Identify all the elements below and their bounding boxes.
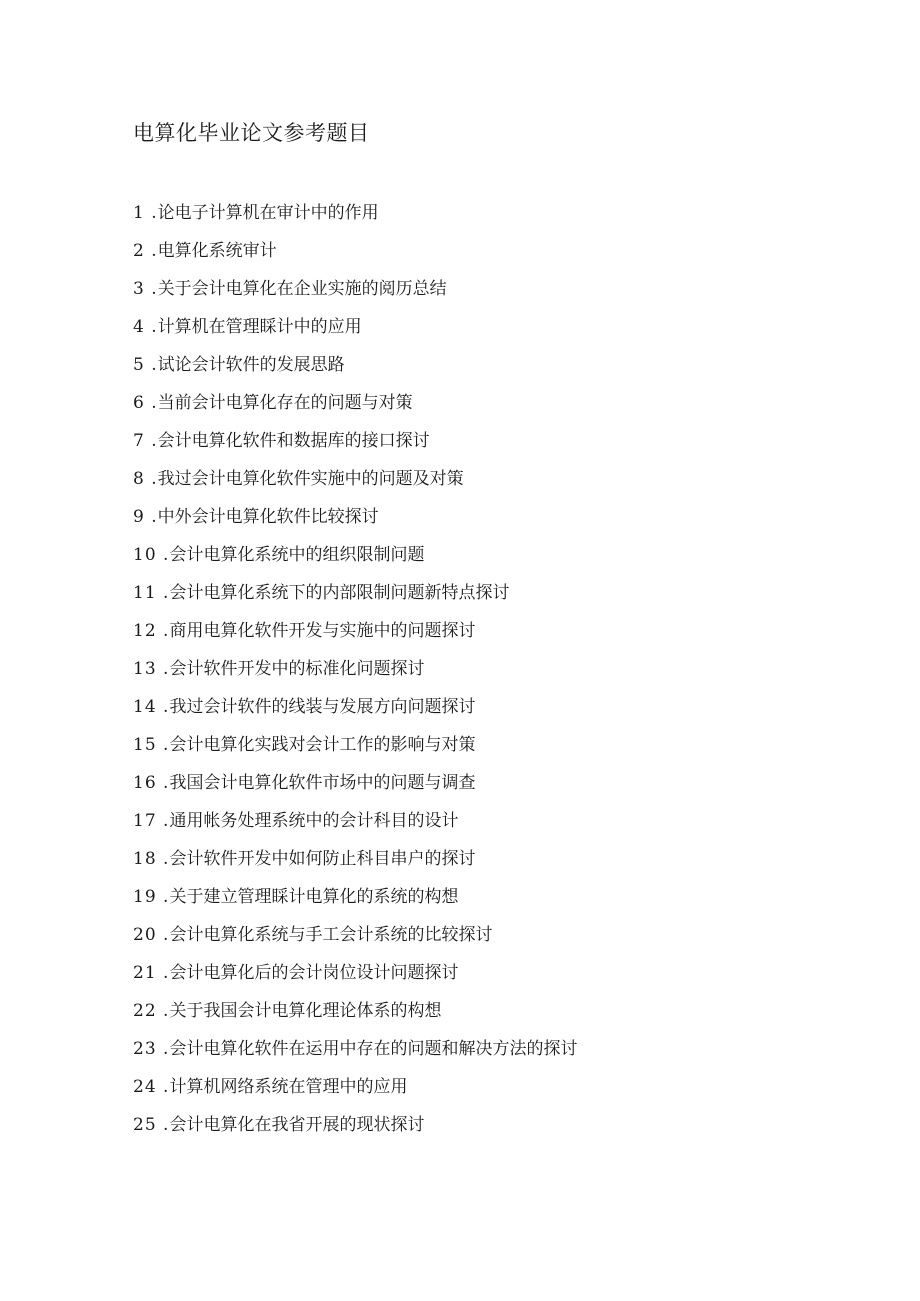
topic-text: 会计电算化在我省开展的现状探讨: [169, 1115, 425, 1135]
topic-item: 9 .中外会计电算化软件比较探讨: [133, 507, 379, 527]
topic-number: 11: [133, 583, 157, 603]
topic-item: 17 .通用帐务处理系统中的会计科目的设计: [133, 811, 459, 831]
topic-item: 21 .会计电算化后的会计岗位设计问题探讨: [133, 963, 459, 983]
topic-item: 6 .当前会计电算化存在的问题与对策: [133, 393, 413, 413]
topic-number: 25: [133, 1115, 157, 1135]
topic-text: 关于建立管理睬计电算化的系统的构想: [169, 887, 459, 907]
topic-number: 18: [133, 849, 157, 869]
topic-number: 8: [133, 469, 145, 489]
topic-number: 10: [133, 545, 157, 565]
topic-item: 11 .会计电算化系统下的内部限制问题新特点探讨: [133, 583, 510, 603]
topic-number: 4: [133, 317, 145, 337]
topic-item: 10 .会计电算化系统中的组织限制问题: [133, 545, 425, 565]
topic-text: 会计电算化系统与手工会计系统的比较探讨: [169, 925, 493, 945]
topic-item: 22 .关于我国会计电算化理论体系的构想: [133, 1001, 442, 1021]
topic-number: 15: [133, 735, 157, 755]
topic-item: 2 .电算化系统审计: [133, 241, 277, 261]
topic-text: 通用帐务处理系统中的会计科目的设计: [169, 811, 459, 831]
topic-item: 16 .我国会计电算化软件市场中的问题与调查: [133, 773, 476, 793]
topic-number: 7: [133, 431, 145, 451]
topic-text: 我过会计软件的线装与发展方向问题探讨: [169, 697, 476, 717]
topic-item: 18 .会计软件开发中如何防止科目串户的探讨: [133, 849, 476, 869]
topic-text: 计算机网络系统在管理中的应用: [169, 1077, 408, 1097]
topic-item: 8 .我过会计电算化软件实施中的问题及对策: [133, 469, 464, 489]
topic-text: 会计电算化系统中的组织限制问题: [169, 545, 425, 565]
topic-text: 电算化系统审计: [157, 241, 277, 261]
topic-item: 20 .会计电算化系统与手工会计系统的比较探讨: [133, 925, 493, 945]
topic-number: 1: [133, 203, 145, 223]
topic-item: 5 .试论会计软件的发展思路: [133, 355, 345, 375]
topic-item: 3 .关于会计电算化在企业实施的阅历总结: [133, 279, 447, 299]
topic-number: 2: [133, 241, 145, 261]
topic-text: 会计软件开发中如何防止科目串户的探讨: [169, 849, 476, 869]
topic-item: 12 .商用电算化软件开发与实施中的问题探讨: [133, 621, 476, 641]
topic-item: 25 .会计电算化在我省开展的现状探讨: [133, 1115, 425, 1135]
topic-text: 中外会计电算化软件比较探讨: [157, 507, 379, 527]
topic-item: 15 .会计电算化实践对会计工作的影响与对策: [133, 735, 476, 755]
topic-text: 论电子计算机在审计中的作用: [157, 203, 379, 223]
topic-item: 1 .论电子计算机在审计中的作用: [133, 203, 379, 223]
topic-text: 会计电算化后的会计岗位设计问题探讨: [169, 963, 459, 983]
topic-text: 当前会计电算化存在的问题与对策: [157, 393, 413, 413]
topic-text: 我国会计电算化软件市场中的问题与调查: [169, 773, 476, 793]
topic-item: 19 .关于建立管理睬计电算化的系统的构想: [133, 887, 459, 907]
topic-number: 9: [133, 507, 145, 527]
topic-number: 3: [133, 279, 145, 299]
topic-text: 试论会计软件的发展思路: [157, 355, 345, 375]
topic-number: 14: [133, 697, 157, 717]
topic-item: 23 .会计电算化软件在运用中存在的问题和解决方法的探讨: [133, 1039, 578, 1059]
topic-number: 24: [133, 1077, 157, 1097]
topic-number: 13: [133, 659, 157, 679]
topic-item: 14 .我过会计软件的线装与发展方向问题探讨: [133, 697, 476, 717]
topic-item: 13 .会计软件开发中的标准化问题探讨: [133, 659, 425, 679]
document-title: 电算化毕业论文参考题目: [133, 121, 370, 145]
topic-text: 商用电算化软件开发与实施中的问题探讨: [169, 621, 476, 641]
topic-text: 会计电算化软件在运用中存在的问题和解决方法的探讨: [169, 1039, 578, 1059]
topic-number: 21: [133, 963, 157, 983]
topic-number: 22: [133, 1001, 157, 1021]
topic-text: 我过会计电算化软件实施中的问题及对策: [157, 469, 464, 489]
topic-text: 会计软件开发中的标准化问题探讨: [169, 659, 425, 679]
topic-number: 19: [133, 887, 157, 907]
topic-item: 24 .计算机网络系统在管理中的应用: [133, 1077, 408, 1097]
topic-text: 会计电算化实践对会计工作的影响与对策: [169, 735, 476, 755]
topic-list: [133, 201, 613, 1151]
topic-text: 关于会计电算化在企业实施的阅历总结: [157, 279, 447, 299]
topic-number: 23: [133, 1039, 157, 1059]
topic-text: 计算机在管理睬计中的应用: [157, 317, 362, 337]
topic-number: 12: [133, 621, 157, 641]
topic-text: 会计电算化系统下的内部限制问题新特点探讨: [169, 583, 510, 603]
topic-number: 6: [133, 393, 145, 413]
topic-number: 5: [133, 355, 145, 375]
topic-number: 16: [133, 773, 157, 793]
topic-item: 7 .会计电算化软件和数据库的接口探讨: [133, 431, 430, 451]
topic-number: 17: [133, 811, 157, 831]
topic-text: 会计电算化软件和数据库的接口探讨: [157, 431, 430, 451]
topic-text: 关于我国会计电算化理论体系的构想: [169, 1001, 442, 1021]
topic-number: 20: [133, 925, 157, 945]
topic-item: 4 .计算机在管理睬计中的应用: [133, 317, 362, 337]
